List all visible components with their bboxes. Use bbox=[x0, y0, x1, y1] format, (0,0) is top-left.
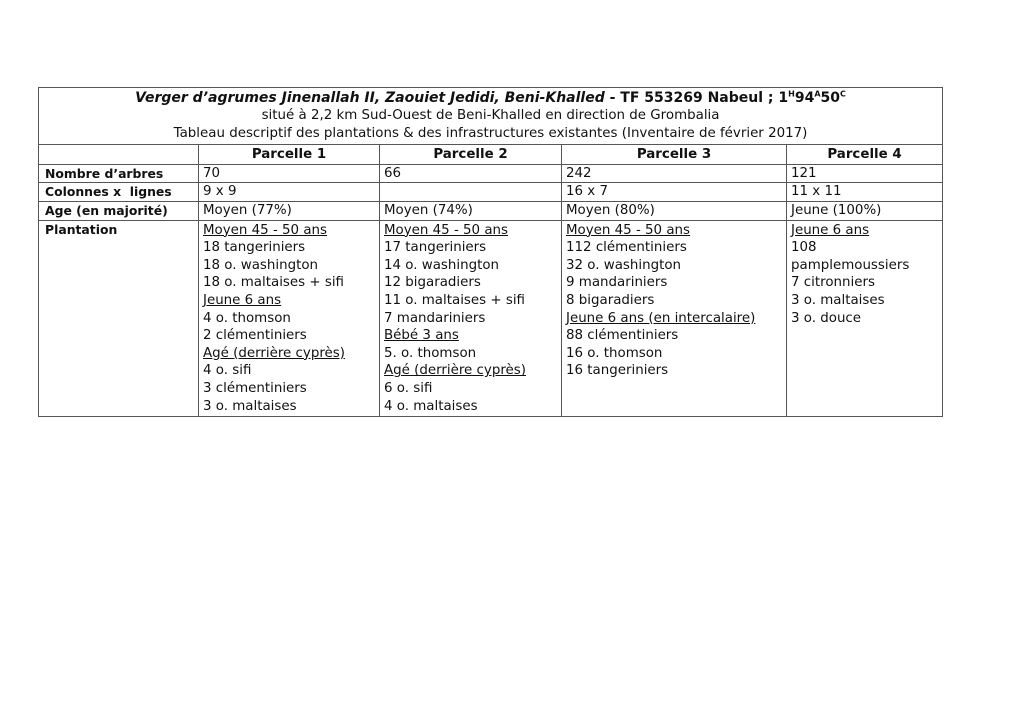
plantation-entry: pamplemoussiers bbox=[791, 257, 910, 273]
plantation-entry: 3 o. maltaises bbox=[203, 398, 297, 414]
col-header-parcelle-3: Parcelle 3 bbox=[562, 145, 787, 165]
plantation-entry: 32 o. washington bbox=[566, 257, 682, 273]
cell-plantation-p4 bbox=[787, 220, 943, 417]
plantation-entry: 14 o. washington bbox=[384, 257, 500, 273]
cell-plantation-p1 bbox=[199, 220, 380, 417]
age-group-heading: Moyen 45 - 50 ans bbox=[203, 222, 328, 238]
row-label-plantation: Plantation bbox=[39, 220, 199, 417]
title-orchard-name: Verger d’agrumes Jinenallah II, Zaouiet Jedidi, Beni-Khalled bbox=[135, 90, 605, 106]
row-label-nombre-arbres: Nombre d’arbres bbox=[39, 164, 199, 183]
cell-nombre-p1: 70 bbox=[199, 164, 380, 183]
title-sup-h: H bbox=[788, 89, 795, 99]
plantation-entry: 6 o. sifi bbox=[384, 380, 433, 396]
title-sup-a: A bbox=[814, 89, 821, 99]
cell-age-p1: Moyen (77%) bbox=[199, 201, 380, 220]
plantation-entry: 3 o. douce bbox=[791, 310, 862, 326]
age-group-heading: Bébé 3 ans bbox=[384, 328, 459, 344]
plantation-entry: 7 citronniers bbox=[791, 275, 875, 291]
plantation-entry: 18 tangeriniers bbox=[203, 240, 306, 256]
plantation-entry: 17 tangeriniers bbox=[384, 240, 487, 256]
plantation-entry: 88 clémentiniers bbox=[566, 328, 679, 344]
table-heading bbox=[39, 88, 943, 145]
cell-colonnes-p1: 9 x 9 bbox=[199, 183, 380, 202]
cell-colonnes-p3: 16 x 7 bbox=[562, 183, 787, 202]
cell-plantation-p3 bbox=[562, 220, 787, 417]
plantation-entry: 7 mandariniers bbox=[384, 310, 486, 326]
row-label-age: Age (en majorité) bbox=[39, 201, 199, 220]
cell-nombre-p3: 242 bbox=[562, 164, 787, 183]
cell-age-p2: Moyen (74%) bbox=[380, 201, 562, 220]
age-group-heading: Agé (derrière cyprès) bbox=[203, 345, 345, 361]
age-group-heading: Jeune 6 ans (en intercalaire) bbox=[566, 310, 756, 326]
row-nombre-arbres bbox=[39, 164, 943, 183]
plantation-entry: 11 o. maltaises + sifi bbox=[384, 292, 525, 308]
plantation-entry: 5. o. thomson bbox=[384, 345, 477, 361]
cell-nombre-p4: 121 bbox=[787, 164, 943, 183]
plantation-entry: 18 o. maltaises + sifi bbox=[203, 275, 344, 291]
plantation-entry: 4 o. maltaises bbox=[384, 398, 478, 414]
plantation-entry: 2 clémentiniers bbox=[203, 328, 307, 344]
plantation-entry: 12 bigaradiers bbox=[384, 275, 481, 291]
header-row bbox=[39, 88, 943, 145]
age-group-heading: Jeune 6 ans bbox=[203, 292, 282, 308]
plantation-table bbox=[38, 87, 943, 417]
plantation-entry: 112 clémentiniers bbox=[566, 240, 687, 256]
row-colonnes-lignes bbox=[39, 183, 943, 202]
title-area-50: 50 bbox=[820, 90, 840, 106]
plantation-entry: 9 mandariniers bbox=[566, 275, 668, 291]
row-age bbox=[39, 201, 943, 220]
plantation-entry: 18 o. washington bbox=[203, 257, 319, 273]
plantation-entry: 4 o. thomson bbox=[203, 310, 291, 326]
column-header-row bbox=[39, 145, 943, 165]
document-page bbox=[38, 87, 942, 417]
document-title bbox=[43, 89, 938, 107]
col-header-parcelle-2: Parcelle 2 bbox=[380, 145, 562, 165]
row-plantation bbox=[39, 220, 943, 417]
title-area-94: 94 bbox=[794, 90, 815, 106]
plantation-entry: 16 o. thomson bbox=[566, 345, 663, 361]
cell-colonnes-p2 bbox=[380, 183, 562, 202]
age-group-heading: Agé (derrière cyprès) bbox=[384, 363, 526, 379]
corner-cell bbox=[39, 145, 199, 165]
title-sup-c: C bbox=[840, 89, 846, 99]
plantation-entry: 16 tangeriniers bbox=[566, 363, 669, 379]
table-caption: Tableau descriptif des plantations & des infrastructures existantes (Inventaire de février 2017) bbox=[173, 125, 808, 141]
cell-plantation-p2 bbox=[380, 220, 562, 417]
age-group-heading: Jeune 6 ans bbox=[791, 222, 870, 238]
plantation-entry: 8 bigaradiers bbox=[566, 292, 655, 308]
plantation-entry: 4 o. sifi bbox=[203, 363, 252, 379]
age-group-heading: Moyen 45 - 50 ans bbox=[566, 222, 691, 238]
title-tf-ref: - TF 553269 Nabeul ; 1 bbox=[604, 90, 789, 106]
cell-age-p3: Moyen (80%) bbox=[562, 201, 787, 220]
col-header-parcelle-4: Parcelle 4 bbox=[787, 145, 943, 165]
cell-nombre-p2: 66 bbox=[380, 164, 562, 183]
plantation-entry: 3 o. maltaises bbox=[791, 292, 885, 308]
document-subtitle: situé à 2,2 km Sud-Ouest de Beni-Khalled en direction de Grombalia bbox=[261, 108, 720, 123]
plantation-entry: 3 clémentiniers bbox=[203, 380, 307, 396]
cell-colonnes-p4: 11 x 11 bbox=[787, 183, 943, 202]
cell-age-p4: Jeune (100%) bbox=[787, 201, 943, 220]
age-group-heading: Moyen 45 - 50 ans bbox=[384, 222, 509, 238]
col-header-parcelle-1: Parcelle 1 bbox=[199, 145, 380, 165]
row-label-colonnes-lignes: Colonnes x lignes bbox=[39, 183, 199, 202]
plantation-entry: 108 bbox=[791, 240, 817, 256]
